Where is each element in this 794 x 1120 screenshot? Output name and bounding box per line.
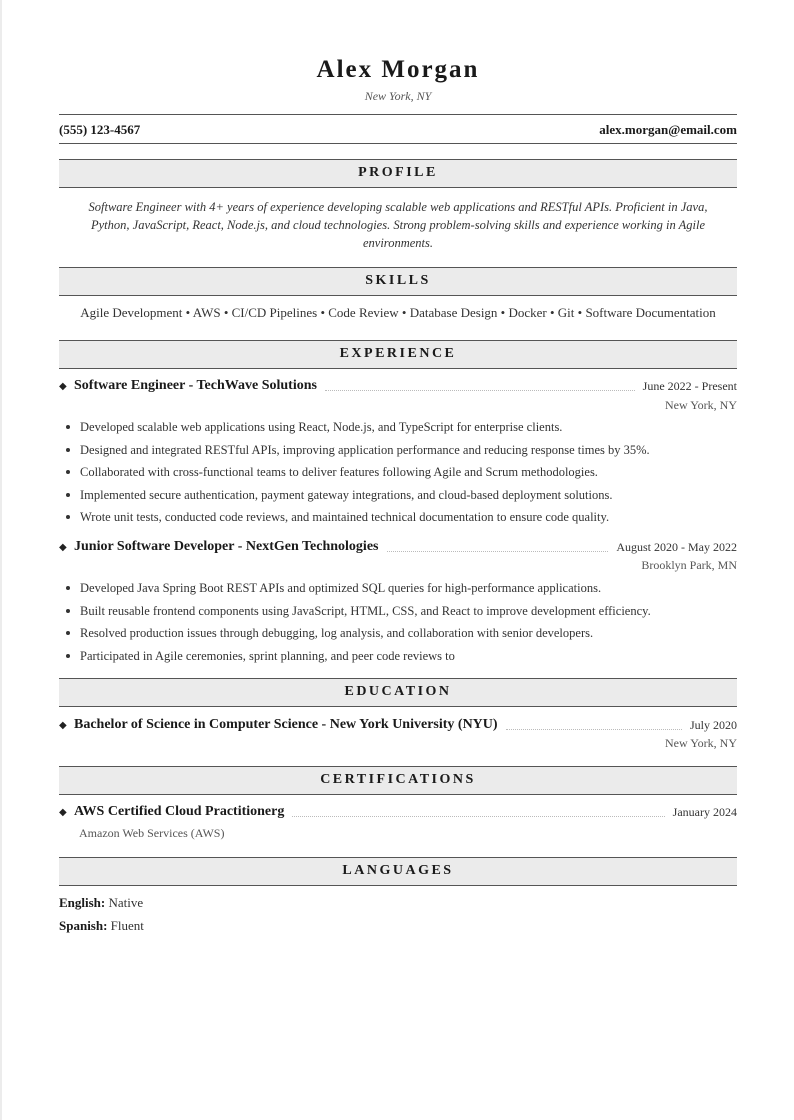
job-location: New York, NY	[664, 398, 737, 412]
section-heading-education: EDUCATION	[59, 678, 737, 707]
list-item: Developed scalable web applications using React, Node.js, and TypeScript for enterprise clients.	[59, 418, 737, 441]
education-entry	[59, 716, 737, 734]
certification-title: AWS Certified Cloud Practitionerg	[74, 804, 285, 819]
language-name: English:	[59, 895, 106, 910]
job-dates: June 2022 - Present	[642, 378, 737, 393]
diamond-bullet-icon: ◆	[59, 806, 67, 818]
email-address: alex.morgan@email.com	[599, 122, 737, 137]
job-bullets	[59, 418, 737, 531]
diamond-bullet-icon: ◆	[59, 541, 67, 553]
experience-entry	[59, 538, 737, 556]
candidate-name: Alex Morgan	[316, 56, 480, 83]
graduation-date: July 2020	[689, 717, 737, 732]
list-item: Designed and integrated RESTful APIs, improving application performance and reducing response times by 35%.	[59, 441, 737, 464]
language-item	[59, 895, 143, 911]
section-heading-skills: SKILLS	[59, 267, 737, 296]
experience-entry	[59, 377, 737, 395]
job-bullets	[59, 579, 737, 669]
dotted-leader	[292, 807, 664, 817]
candidate-location: New York, NY	[364, 89, 432, 103]
dotted-leader	[387, 542, 609, 552]
job-dates: August 2020 - May 2022	[616, 539, 737, 554]
certification-entry	[59, 803, 737, 821]
job-title: Software Engineer - TechWave Solutions	[74, 378, 317, 393]
section-heading-certifications: CERTIFICATIONS	[59, 766, 737, 795]
list-item: Implemented secure authentication, payment gateway integrations, and cloud-based deployment solutions.	[59, 486, 737, 509]
section-heading-experience: EXPERIENCE	[59, 340, 737, 369]
list-item: Collaborated with cross-functional teams to deliver features following Agile and Scrum methodologies.	[59, 463, 737, 486]
profile-summary: Software Engineer with 4+ years of experience developing scalable web applications and RESTful APIs. Proficient in Java, Python, JavaScript, React, Node.js, and cloud technologies. Strong problem-solving skills and experience working in Agile environments.	[88, 200, 708, 250]
phone-number: (555) 123-4567	[59, 122, 141, 137]
list-item: Built reusable frontend components using JavaScript, HTML, CSS, and React to improve development efficiency.	[59, 602, 737, 625]
list-item: Participated in Agile ceremonies, sprint planning, and peer code reviews to	[59, 647, 737, 670]
diamond-bullet-icon: ◆	[59, 380, 67, 392]
list-item: Wrote unit tests, conducted code reviews, and maintained technical documentation to ensure code quality.	[59, 508, 737, 531]
degree-title: Bachelor of Science in Computer Science - New York University (NYU)	[74, 717, 498, 732]
diamond-bullet-icon: ◆	[59, 719, 67, 731]
section-heading-profile: PROFILE	[59, 159, 737, 188]
certification-date: January 2024	[672, 804, 737, 819]
list-item: Developed Java Spring Boot REST APIs and optimized SQL queries for high-performance applications.	[59, 579, 737, 602]
language-item	[59, 918, 144, 934]
page-edge	[0, 0, 2, 1120]
language-name: Spanish:	[59, 918, 108, 933]
dotted-leader	[506, 720, 682, 730]
skills-list: Agile Development • AWS • CI/CD Pipelines • Code Review • Database Design • Docker • Git • Software Documentation	[80, 305, 716, 320]
job-location: Brooklyn Park, MN	[641, 558, 737, 572]
certification-issuer: Amazon Web Services (AWS)	[79, 826, 225, 840]
section-heading-languages: LANGUAGES	[59, 857, 737, 886]
job-title: Junior Software Developer - NextGen Technologies	[74, 539, 379, 554]
language-level: Fluent	[110, 918, 144, 933]
contact-bar	[59, 114, 737, 144]
language-level: Native	[108, 895, 144, 910]
school-location: New York, NY	[664, 736, 737, 750]
dotted-leader	[325, 381, 635, 391]
list-item: Resolved production issues through debugging, log analysis, and collaboration with senior developers.	[59, 624, 737, 647]
